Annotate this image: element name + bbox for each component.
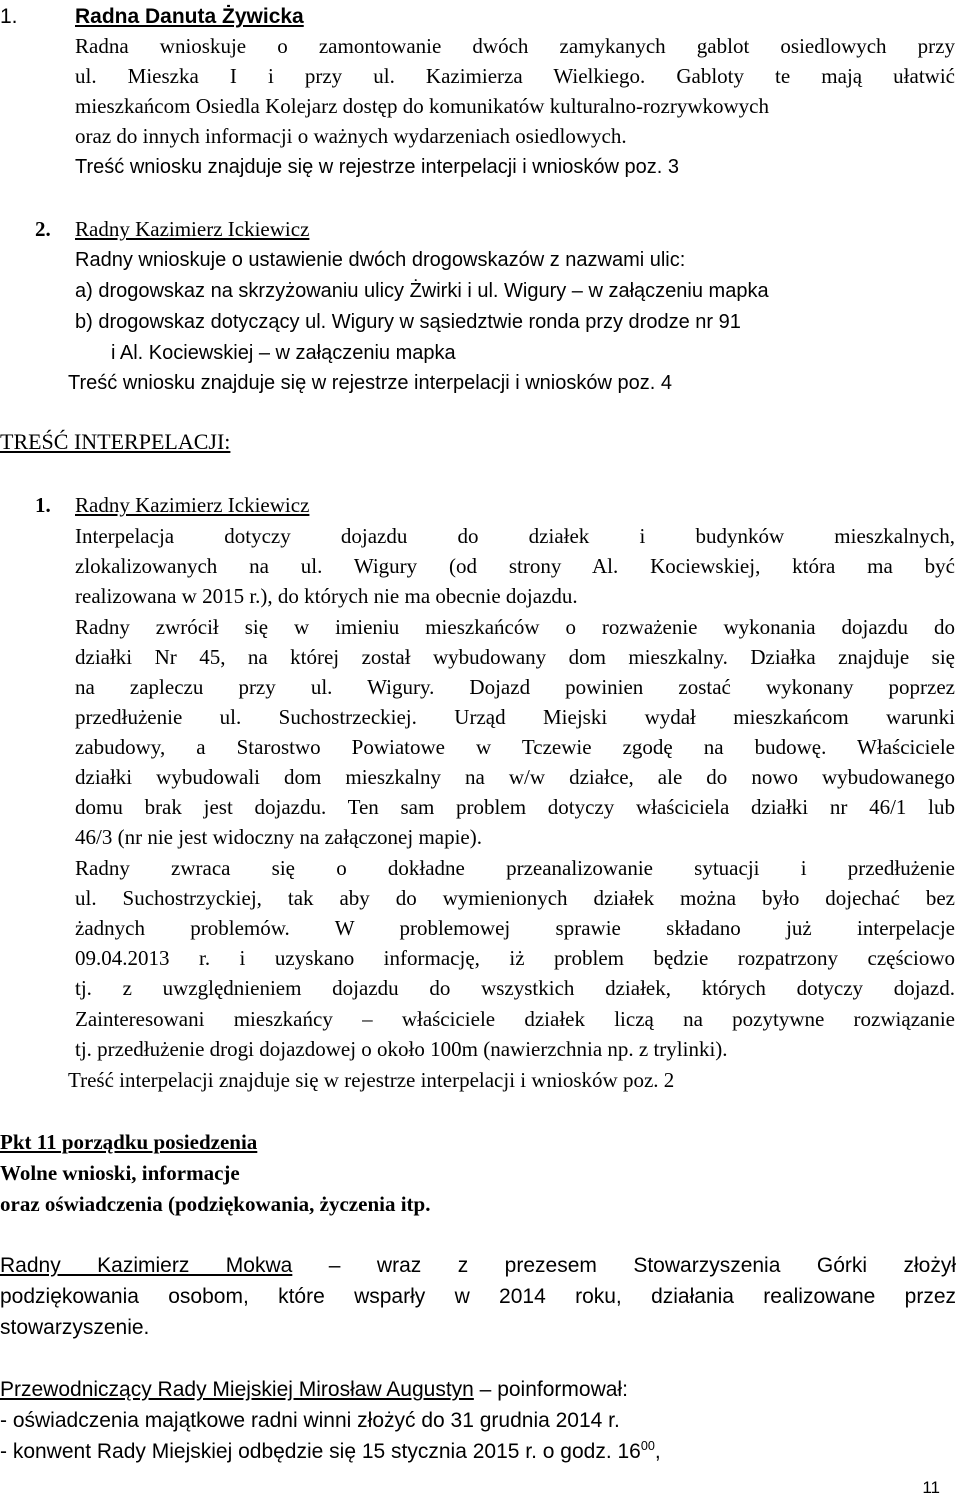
- body-line: zabudowy, a Starostwo Powiatowe w Tczewie zgodę na budowę. Właściciele: [75, 735, 955, 759]
- time-minutes: 00: [640, 1438, 655, 1453]
- body-line: Interpelacja dotyczy dojazdu do działek i budynków mieszkalnych,: [75, 524, 955, 548]
- item-number: 1.: [35, 493, 51, 517]
- body-line: Zainteresowani mieszkańcy – właściciele działek liczą na pozytywne rozwiązanie: [75, 1007, 955, 1031]
- body-text: ,: [654, 1440, 661, 1463]
- body-line: przedłużenie ul. Suchostrzeckiej. Urząd Miejski wydał mieszkańcom warunki: [75, 705, 955, 729]
- body-line: tj. przedłużenie drogi dojazdowej o około 100m (nawierzchnia np. z trylinki).: [75, 1037, 728, 1061]
- body-line: mieszkańcom Osiedla Kolejarz dostęp do komunikatów kulturalno-rozrywkowych: [75, 94, 769, 118]
- body-line: działki wybudowali dom mieszkalny na w/w działce, ale do nowo wybudowanego: [75, 765, 955, 789]
- item-number: 1.: [0, 5, 18, 28]
- section-subtitle: oraz oświadczenia (podziękowania, życzenia itp.: [0, 1192, 431, 1216]
- paragraph-mokwa-line1: [0, 1255, 956, 1276]
- body-line: Radna wnioskuje o zamontowanie dwóch zamykanych gablot osiedlowych przy: [75, 34, 955, 58]
- speaker-name: Radny Kazimierz Mokwa: [0, 1254, 293, 1277]
- body-line: i Al. Kociewskiej – w załączeniu mapka: [111, 342, 456, 364]
- body-line: a) drogowskaz na skrzyżowaniu ulicy Żwirki i ul. Wigury – w załączeniu mapka: [75, 280, 769, 302]
- body-line: domu brak jest dojazdu. Ten sam problem dotyczy właściciela działki nr 46/1 lub: [75, 795, 955, 819]
- author-name: Radny Kazimierz Ickiewicz: [75, 493, 310, 517]
- body-line: - oświadczenia majątkowe radni winni złożyć do 31 grudnia 2014 r.: [0, 1409, 620, 1432]
- page-number: 11: [922, 1478, 940, 1497]
- body-line: Radny zwrócił się w imieniu mieszkańców o rozważenie wykonania dojazdu do: [75, 615, 955, 639]
- body-line: ul. Mieszka I i przy ul. Kazimierza Wielkiego. Gabloty te mają ułatwić: [75, 64, 955, 88]
- body-line: ul. Suchostrzyckiej, tak aby do wymienionych działek można było dojechać bez: [75, 886, 955, 910]
- body-line: Radny zwraca się o dokładne przeanalizowanie sytuacji i przedłużenie: [75, 856, 955, 880]
- body-line: realizowana w 2015 r.), do których nie ma obecnie dojazdu.: [75, 584, 578, 608]
- registry-note: Treść wniosku znajduje się w rejestrze interpelacji i wniosków poz. 3: [75, 156, 679, 178]
- body-line-with-time: [0, 1438, 661, 1463]
- body-line: 46/3 (nr nie jest widoczny na załączonej mapie).: [75, 825, 482, 849]
- body-text: - konwent Rady Miejskiej odbędzie się 15 stycznia 2015 r. o godz. 16: [0, 1440, 641, 1463]
- body-line: podziękowania osobom, które wsparły w 2014 roku, działania realizowane przez: [0, 1285, 956, 1308]
- section-subtitle: Wolne wnioski, informacje: [0, 1161, 240, 1185]
- body-line: tj. z uwzględnieniem dojazdu do wszystkich działek, których dotyczy dojazd.: [75, 976, 955, 1000]
- item-number: 2.: [35, 217, 51, 241]
- author-name: Radny Kazimierz Ickiewicz: [75, 217, 310, 241]
- author-name: Radna Danuta Żywicka: [75, 5, 304, 28]
- speaker-name: Przewodniczący Rady Miejskiej Mirosław Augustyn: [0, 1378, 474, 1401]
- body-line: 09.04.2013 r. i uzyskano informację, iż problem będzie rozpatrzony częściowo: [75, 946, 955, 970]
- body-text: – wraz z prezesem Stowarzyszenia Górki złożył: [328, 1254, 956, 1277]
- body-line: b) drogowskaz dotyczący ul. Wigury w sąsiedztwie ronda przy drodze nr 91: [75, 311, 741, 333]
- body-text: – poinformował:: [473, 1378, 628, 1401]
- section-heading: TREŚĆ INTERPELACJI:: [0, 429, 231, 454]
- body-line: stowarzyszenie.: [0, 1316, 150, 1339]
- paragraph-augustyn-line1: [0, 1379, 628, 1400]
- body-line: oraz do innych informacji o ważnych wydarzeniach osiedlowych.: [75, 124, 627, 148]
- section-title: Pkt 11 porządku posiedzenia: [0, 1130, 258, 1154]
- body-line: działki Nr 45, na której został wybudowany dom mieszkalny. Działka znajduje się: [75, 645, 955, 669]
- body-line: żadnych problemów. W problemowej sprawie składano już interpelacje: [75, 916, 955, 940]
- body-line: na zapleczu przy ul. Wigury. Dojazd powinien zostać wykonany poprzez: [75, 675, 955, 699]
- body-line: zlokalizowanych na ul. Wigury (od strony Al. Kociewskiej, która ma być: [75, 554, 955, 578]
- item-1: [0, 5, 304, 28]
- registry-note: Treść interpelacji znajduje się w rejestrze interpelacji i wniosków poz. 2: [68, 1068, 675, 1092]
- registry-note: Treść wniosku znajduje się w rejestrze interpelacji i wniosków poz. 4: [68, 372, 672, 394]
- body-line: Radny wnioskuje o ustawienie dwóch drogowskazów z nazwami ulic:: [75, 249, 686, 271]
